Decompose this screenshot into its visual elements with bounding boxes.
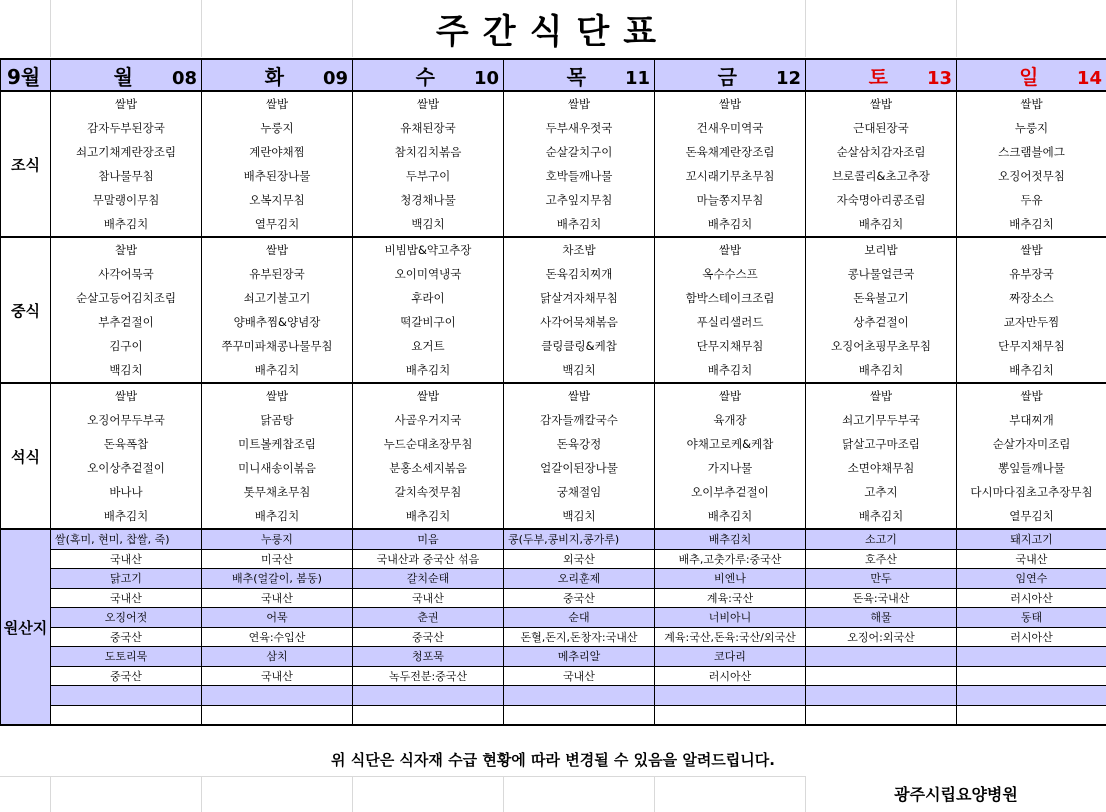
menu-item: 건새우미역국 bbox=[655, 116, 806, 140]
menu-item: 쌀밥 bbox=[202, 237, 353, 262]
menu-item: 야채고로케&케찹 bbox=[655, 432, 806, 456]
origin-cell: 해물 bbox=[806, 608, 957, 628]
origin-cell: 순대 bbox=[504, 608, 655, 628]
menu-item: 쇠고기무두부국 bbox=[806, 408, 957, 432]
menu-item: 백김치 bbox=[504, 358, 655, 383]
menu-item: 열무김치 bbox=[957, 504, 1106, 529]
menu-item: 배추김치 bbox=[655, 212, 806, 237]
menu-row bbox=[1, 262, 1106, 286]
menu-item: 돈육김치찌개 bbox=[504, 262, 655, 286]
menu-item: 찰밥 bbox=[51, 237, 202, 262]
meal-label: 석식 bbox=[1, 383, 51, 529]
origin-cell bbox=[655, 705, 806, 725]
origin-cell bbox=[806, 705, 957, 725]
origin-cell: 소고기 bbox=[806, 529, 957, 549]
origin-cell bbox=[806, 647, 957, 667]
origin-cell bbox=[957, 647, 1106, 667]
grid-line bbox=[654, 776, 655, 812]
origin-cell: 오리훈제 bbox=[504, 569, 655, 589]
origin-cell: 삼치 bbox=[202, 647, 353, 667]
origin-cell: 중국산 bbox=[51, 666, 202, 686]
menu-item: 유부된장국 bbox=[202, 262, 353, 286]
menu-item: 쌀밥 bbox=[655, 383, 806, 408]
day-name: 월 bbox=[113, 64, 133, 89]
origin-cell: 만두 bbox=[806, 569, 957, 589]
menu-item: 배추김치 bbox=[806, 212, 957, 237]
menu-item: 배추김치 bbox=[353, 504, 504, 529]
menu-item: 백김치 bbox=[504, 504, 655, 529]
menu-item: 돈육채계란장조림 bbox=[655, 140, 806, 164]
menu-item: 요거트 bbox=[353, 334, 504, 358]
day-header bbox=[504, 59, 655, 91]
origin-cell: 중국산 bbox=[51, 627, 202, 647]
menu-item: 유부장국 bbox=[957, 262, 1106, 286]
menu-item: 클링클링&케찹 bbox=[504, 334, 655, 358]
day-name: 화 bbox=[264, 64, 284, 89]
menu-item: 두유 bbox=[957, 188, 1106, 212]
menu-item: 쌀밥 bbox=[957, 383, 1106, 408]
menu-item: 감자들깨칼국수 bbox=[504, 408, 655, 432]
menu-item: 닭살고구마조림 bbox=[806, 432, 957, 456]
menu-row bbox=[1, 383, 1106, 408]
menu-item: 호박들깨나물 bbox=[504, 164, 655, 188]
menu-item: 쌀밥 bbox=[504, 91, 655, 116]
menu-item: 고추지 bbox=[806, 480, 957, 504]
menu-item: 계란야채찜 bbox=[202, 140, 353, 164]
day-number: 13 bbox=[926, 67, 952, 89]
menu-item: 무말랭이무침 bbox=[51, 188, 202, 212]
menu-row bbox=[1, 91, 1106, 116]
menu-item: 배추김치 bbox=[957, 358, 1106, 383]
menu-item: 배추김치 bbox=[202, 358, 353, 383]
page-title: 주간식단표 bbox=[435, 12, 671, 52]
day-header bbox=[655, 59, 806, 91]
menu-item: 오이부추겉절이 bbox=[655, 480, 806, 504]
menu-item: 유채된장국 bbox=[353, 116, 504, 140]
menu-item: 참치김치볶음 bbox=[353, 140, 504, 164]
grid-line bbox=[503, 776, 504, 812]
menu-item: 순살가자미조림 bbox=[957, 432, 1106, 456]
menu-item: 순살고등어김치조림 bbox=[51, 286, 202, 310]
origin-cell: 돈혈,돈지,돈창자:국내산 bbox=[504, 627, 655, 647]
menu-item: 쭈꾸미파채콩나물무침 bbox=[202, 334, 353, 358]
origin-cell: 어묵 bbox=[202, 608, 353, 628]
menu-item: 보리밥 bbox=[806, 237, 957, 262]
menu-item: 오징어초핑무초무침 bbox=[806, 334, 957, 358]
menu-item: 미트볼케찹조림 bbox=[202, 432, 353, 456]
menu-item: 옥수수스프 bbox=[655, 262, 806, 286]
menu-item: 돈육폭찹 bbox=[51, 432, 202, 456]
menu-item: 백김치 bbox=[353, 212, 504, 237]
origin-row bbox=[1, 647, 1106, 667]
menu-item: 배추김치 bbox=[51, 504, 202, 529]
menu-item: 두부새우젓국 bbox=[504, 116, 655, 140]
menu-item: 육개장 bbox=[655, 408, 806, 432]
origin-cell: 연육:수입산 bbox=[202, 627, 353, 647]
menu-row bbox=[1, 237, 1106, 262]
day-header bbox=[202, 59, 353, 91]
menu-item: 오복지무침 bbox=[202, 188, 353, 212]
menu-item: 김구이 bbox=[51, 334, 202, 358]
menu-row bbox=[1, 116, 1106, 140]
menu-row bbox=[1, 358, 1106, 383]
origin-cell: 중국산 bbox=[504, 588, 655, 608]
origin-cell bbox=[957, 686, 1106, 706]
origin-cell: 미음 bbox=[353, 529, 504, 549]
menu-row bbox=[1, 140, 1106, 164]
menu-item: 사골우거지국 bbox=[353, 408, 504, 432]
origin-cell: 너비아니 bbox=[655, 608, 806, 628]
origin-label: 원산지 bbox=[1, 529, 51, 725]
menu-item: 쌀밥 bbox=[353, 91, 504, 116]
day-header bbox=[51, 59, 202, 91]
menu-item: 돈육강정 bbox=[504, 432, 655, 456]
menu-row bbox=[1, 164, 1106, 188]
origin-row bbox=[1, 705, 1106, 725]
menu-item: 쌀밥 bbox=[202, 383, 353, 408]
origin-cell: 녹두전분:중국산 bbox=[353, 666, 504, 686]
menu-row bbox=[1, 286, 1106, 310]
menu-item: 배추김치 bbox=[957, 212, 1106, 237]
menu-item: 양배추찜&양념장 bbox=[202, 310, 353, 334]
origin-cell: 오징어:외국산 bbox=[806, 627, 957, 647]
menu-item: 쌀밥 bbox=[655, 91, 806, 116]
origin-cell bbox=[51, 705, 202, 725]
menu-row bbox=[1, 334, 1106, 358]
menu-item: 배추김치 bbox=[806, 504, 957, 529]
hospital-name: 광주시립요양병원 bbox=[894, 784, 1018, 804]
origin-cell: 갈치순태 bbox=[353, 569, 504, 589]
menu-item: 쌀밥 bbox=[806, 383, 957, 408]
menu-item: 꼬시래기무초무침 bbox=[655, 164, 806, 188]
origin-cell: 호주산 bbox=[806, 549, 957, 569]
origin-cell: 누룽지 bbox=[202, 529, 353, 549]
origin-cell bbox=[51, 686, 202, 706]
menu-item: 분홍소세지볶음 bbox=[353, 456, 504, 480]
origin-cell bbox=[957, 705, 1106, 725]
grid-line bbox=[0, 776, 806, 777]
origin-row bbox=[1, 529, 1106, 549]
menu-item: 고추잎지무침 bbox=[504, 188, 655, 212]
menu-row bbox=[1, 188, 1106, 212]
origin-cell bbox=[806, 686, 957, 706]
origin-cell: 메추리알 bbox=[504, 647, 655, 667]
origin-cell: 국내산 bbox=[202, 588, 353, 608]
menu-item: 궁채절임 bbox=[504, 480, 655, 504]
day-number: 10 bbox=[473, 67, 499, 89]
origin-row bbox=[1, 627, 1106, 647]
menu-item: 닭살겨자채무침 bbox=[504, 286, 655, 310]
menu-row bbox=[1, 456, 1106, 480]
header-row bbox=[1, 59, 1106, 91]
origin-cell: 외국산 bbox=[504, 549, 655, 569]
menu-row bbox=[1, 480, 1106, 504]
origin-cell: 국내산 bbox=[504, 666, 655, 686]
origin-cell: 오징어젓 bbox=[51, 608, 202, 628]
meal-label: 조식 bbox=[1, 91, 51, 237]
day-name: 수 bbox=[415, 64, 435, 89]
origin-row bbox=[1, 588, 1106, 608]
menu-item: 미니새송이볶음 bbox=[202, 456, 353, 480]
origin-row bbox=[1, 686, 1106, 706]
origin-cell: 닭고기 bbox=[51, 569, 202, 589]
origin-row bbox=[1, 569, 1106, 589]
menu-item: 쇠고기채계란장조림 bbox=[51, 140, 202, 164]
menu-item: 배추된장나물 bbox=[202, 164, 353, 188]
menu-row bbox=[1, 212, 1106, 237]
menu-item: 얼갈이된장나물 bbox=[504, 456, 655, 480]
menu-item: 배추김치 bbox=[51, 212, 202, 237]
origin-cell: 동태 bbox=[957, 608, 1106, 628]
origin-cell: 러시아산 bbox=[957, 627, 1106, 647]
menu-row bbox=[1, 432, 1106, 456]
origin-row bbox=[1, 608, 1106, 628]
menu-item: 상추겉절이 bbox=[806, 310, 957, 334]
grid-line bbox=[50, 776, 51, 812]
menu-item: 돈육불고기 bbox=[806, 286, 957, 310]
origin-cell: 배추,고춧가루:중국산 bbox=[655, 549, 806, 569]
origin-cell bbox=[957, 666, 1106, 686]
menu-item: 짜장소스 bbox=[957, 286, 1106, 310]
origin-cell: 도토리묵 bbox=[51, 647, 202, 667]
menu-item: 배추김치 bbox=[353, 358, 504, 383]
menu-item: 청경채나물 bbox=[353, 188, 504, 212]
menu-item: 쌀밥 bbox=[51, 91, 202, 116]
origin-cell bbox=[353, 686, 504, 706]
day-number: 12 bbox=[775, 67, 801, 89]
menu-item: 쌀밥 bbox=[806, 91, 957, 116]
menu-item: 소면야채무침 bbox=[806, 456, 957, 480]
menu-item: 후라이 bbox=[353, 286, 504, 310]
menu-item: 순살갈치구이 bbox=[504, 140, 655, 164]
grid-line bbox=[352, 776, 353, 812]
origin-row bbox=[1, 549, 1106, 569]
menu-item: 톳무채초무침 bbox=[202, 480, 353, 504]
origin-cell: 러시아산 bbox=[655, 666, 806, 686]
grid-line bbox=[201, 776, 202, 812]
weekly-menu-table bbox=[0, 58, 1106, 726]
menu-item: 참나물무침 bbox=[51, 164, 202, 188]
menu-item: 단무지채무침 bbox=[957, 334, 1106, 358]
origin-cell: 배추김치 bbox=[655, 529, 806, 549]
origin-cell: 임연수 bbox=[957, 569, 1106, 589]
menu-item: 비빔밥&약고추장 bbox=[353, 237, 504, 262]
origin-cell: 코다리 bbox=[655, 647, 806, 667]
menu-item: 두부구이 bbox=[353, 164, 504, 188]
menu-item: 스크램블에그 bbox=[957, 140, 1106, 164]
meal-label: 중식 bbox=[1, 237, 51, 383]
menu-item: 부대찌개 bbox=[957, 408, 1106, 432]
menu-row bbox=[1, 408, 1106, 432]
menu-item: 배추김치 bbox=[202, 504, 353, 529]
menu-item: 배추김치 bbox=[655, 358, 806, 383]
menu-item: 부추겉절이 bbox=[51, 310, 202, 334]
origin-cell: 국내산 bbox=[51, 588, 202, 608]
origin-cell: 배추(얼갈이, 봄동) bbox=[202, 569, 353, 589]
menu-item: 오징어젓무침 bbox=[957, 164, 1106, 188]
origin-cell bbox=[202, 686, 353, 706]
origin-cell bbox=[806, 666, 957, 686]
menu-item: 누룽지 bbox=[202, 116, 353, 140]
menu-item: 순살삼치감자조림 bbox=[806, 140, 957, 164]
origin-cell: 국내산 bbox=[957, 549, 1106, 569]
menu-item: 쌀밥 bbox=[353, 383, 504, 408]
origin-cell bbox=[202, 705, 353, 725]
menu-item: 쌀밥 bbox=[51, 383, 202, 408]
day-name: 토 bbox=[868, 64, 888, 89]
menu-item: 쇠고기불고기 bbox=[202, 286, 353, 310]
menu-item: 함박스테이크조림 bbox=[655, 286, 806, 310]
day-number: 08 bbox=[171, 67, 197, 89]
origin-cell: 국내산 bbox=[202, 666, 353, 686]
menu-item: 가지나물 bbox=[655, 456, 806, 480]
menu-item: 사각어묵국 bbox=[51, 262, 202, 286]
menu-item: 누룽지 bbox=[957, 116, 1106, 140]
menu-item: 배추김치 bbox=[806, 358, 957, 383]
menu-item: 감자두부된장국 bbox=[51, 116, 202, 140]
menu-item: 마늘쫑지무침 bbox=[655, 188, 806, 212]
menu-item: 콩나물얼큰국 bbox=[806, 262, 957, 286]
menu-row bbox=[1, 310, 1106, 334]
menu-item: 갈치속젓무침 bbox=[353, 480, 504, 504]
menu-item: 쌀밥 bbox=[957, 237, 1106, 262]
origin-cell bbox=[504, 686, 655, 706]
origin-cell: 비엔나 bbox=[655, 569, 806, 589]
day-name: 일 bbox=[1019, 64, 1039, 89]
day-number: 11 bbox=[624, 67, 650, 89]
origin-cell: 콩(두부,콩비지,콩가루) bbox=[504, 529, 655, 549]
origin-cell: 국내산과 중국산 섞음 bbox=[353, 549, 504, 569]
origin-cell: 쌀(혹미, 현미, 찹쌀, 죽) bbox=[51, 529, 202, 549]
menu-item: 바나나 bbox=[51, 480, 202, 504]
menu-item: 차조밥 bbox=[504, 237, 655, 262]
day-header bbox=[353, 59, 504, 91]
menu-item: 자숙명아리콩조림 bbox=[806, 188, 957, 212]
menu-item: 교자만두찜 bbox=[957, 310, 1106, 334]
menu-item: 근대된장국 bbox=[806, 116, 957, 140]
origin-row bbox=[1, 666, 1106, 686]
origin-cell: 춘권 bbox=[353, 608, 504, 628]
day-header bbox=[957, 59, 1106, 91]
menu-item: 뽕잎들깨나물 bbox=[957, 456, 1106, 480]
origin-cell: 국내산 bbox=[51, 549, 202, 569]
menu-item: 닭곰탕 bbox=[202, 408, 353, 432]
day-header bbox=[806, 59, 957, 91]
menu-item: 배추김치 bbox=[655, 504, 806, 529]
origin-cell: 계육:국산,돈육:국산/외국산 bbox=[655, 627, 806, 647]
origin-cell bbox=[353, 705, 504, 725]
menu-item: 쌀밥 bbox=[504, 383, 655, 408]
menu-item: 다시마다짐초고추장무침 bbox=[957, 480, 1106, 504]
menu-item: 오이상추겉절이 bbox=[51, 456, 202, 480]
day-number: 14 bbox=[1076, 67, 1102, 89]
day-number: 09 bbox=[322, 67, 348, 89]
menu-item: 백김치 bbox=[51, 358, 202, 383]
origin-cell: 중국산 bbox=[353, 627, 504, 647]
origin-cell: 돈육:국내산 bbox=[806, 588, 957, 608]
origin-cell bbox=[504, 705, 655, 725]
origin-cell: 국내산 bbox=[353, 588, 504, 608]
origin-cell: 러시아산 bbox=[957, 588, 1106, 608]
menu-item: 배추김치 bbox=[504, 212, 655, 237]
menu-item: 쌀밥 bbox=[957, 91, 1106, 116]
month-label: 9월 bbox=[1, 59, 51, 91]
origin-cell: 청포묵 bbox=[353, 647, 504, 667]
menu-row bbox=[1, 504, 1106, 529]
menu-item: 단무지채무침 bbox=[655, 334, 806, 358]
menu-item: 떡갈비구이 bbox=[353, 310, 504, 334]
menu-item: 열무김치 bbox=[202, 212, 353, 237]
origin-cell: 미국산 bbox=[202, 549, 353, 569]
notice-text: 위 식단은 식자재 수급 현황에 따라 변경될 수 있음을 알려드립니다. bbox=[331, 750, 775, 769]
menu-item: 오징어무두부국 bbox=[51, 408, 202, 432]
day-name: 목 bbox=[566, 64, 586, 89]
menu-item: 쌀밥 bbox=[202, 91, 353, 116]
menu-item: 쌀밥 bbox=[655, 237, 806, 262]
origin-cell: 돼지고기 bbox=[957, 529, 1106, 549]
origin-cell bbox=[655, 686, 806, 706]
menu-item: 누드순대초장무침 bbox=[353, 432, 504, 456]
menu-item: 브로콜리&초고추장 bbox=[806, 164, 957, 188]
origin-cell: 계육:국산 bbox=[655, 588, 806, 608]
menu-item: 푸실리샐러드 bbox=[655, 310, 806, 334]
menu-item: 사각어묵채볶음 bbox=[504, 310, 655, 334]
day-name: 금 bbox=[717, 64, 737, 89]
menu-item: 오이미역냉국 bbox=[353, 262, 504, 286]
